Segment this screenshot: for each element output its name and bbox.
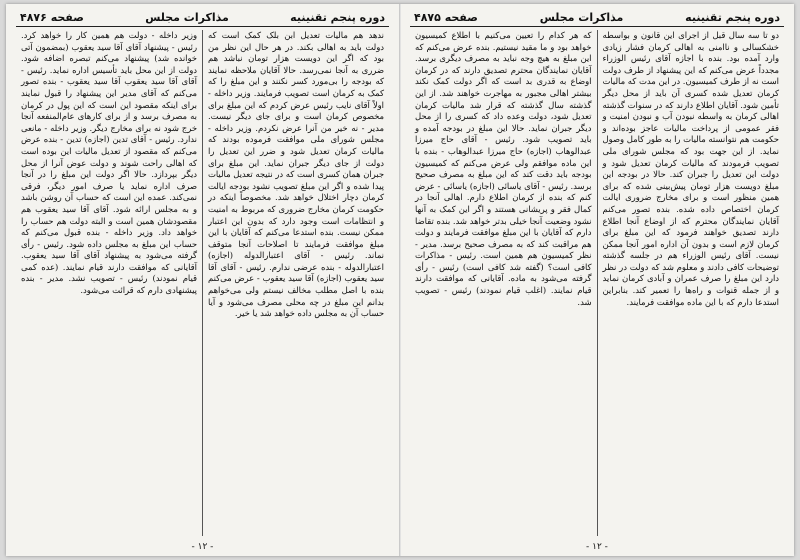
session-label: دوره پنجم تقنينيه bbox=[290, 10, 385, 24]
left-page-header bbox=[16, 10, 389, 27]
right-page-header bbox=[410, 10, 784, 27]
left-page bbox=[6, 4, 400, 556]
right-page bbox=[400, 4, 794, 556]
page-number: صفحه ۴۸۷۶ bbox=[20, 10, 84, 24]
column-text: دو تا سه سال قبل از اجرای این قانون و بواسطه خشکسالی و ناامنی به اهالی کرمان فشار زیادی وارد آمده بود. بنده با اجازه آقای رئیس الوزراء مجدداً عرض می‌کنم که این پیشنهاد از طرف دولت است نه از طرف کمیسیون. در این مدت که مالیات کرمان تعدیل شده کسری آن باید از محل دیگر تأمین شود. آقایان اطلاع دارند که در سنوات گذشته اهالی کرمان به واسطه نبودن آب و نبودن امنیت و فقر عمومی از پرداخت مالیات عاجز بوده‌اند و حکومت هم نتوانسته مالیات را به طور کامل وصول نماید. از این جهت بود که مجلس شورای ملی تصویب فرمودند که مالیات کرمان تعدیل شود و دولت این تعدیل را جبران کند. حالا در بودجه این مبلغ دویست هزار تومان پیش‌بینی شده که برای همین منظور است و برای مخارج ضروری ایالت کرمان اختصاص داده شده. بنده تصور می‌کنم آقایان نمایندگان محترم که از اوضاع آنجا اطلاع دارند تصدیق خواهند فرمود که این مبلغ برای کرمان لازم است و بدون آن اداره امور آنجا ممکن نیست. آقای رئیس الوزراء هم در جلسه گذشته توضیحات کافی دادند و معلوم شد که دولت در نظر دارد این مبلغ را صرف عمران و آبادی کرمان نماید و از جمله قنوات و راه‌ها را تعمیر کند. بنابراین استدعا دارم که با این ماده موافقت فرمایند. bbox=[602, 30, 779, 307]
text-column-right bbox=[203, 30, 389, 536]
book-title: مذاکرات مجلس bbox=[145, 10, 229, 24]
column-text: که هر کدام را تعیین می‌کنیم با اطلاع کمیسیون خواهد بود و ما مقید نیستیم. بنده عرض می‌کنم که این مبلغ به هیچ وجه نباید به مصرف دیگری برسد. آقایان نمایندگان محترم تصدیق دارند که در کرمان اوضاع به قدری بد است که اگر دولت کمک نکند بیشتر اهالی مجبور به مهاجرت خواهند شد. از این گذشته سال گذشته که قرار شد مالیات کرمان تعدیل شود، دولت وعده داد که کسری را از محل دیگر جبران نماید. حالا این مبلغ در بودجه آمده و باید تصویب شود. رئیس - آقای حاج میرزا عبدالوهاب (اجازه) حاج میرزا عبدالوهاب - بنده با این ماده موافقم ولی عرض می‌کنم که کمیسیون بودجه باید دقت کند که این مبلغ به مصرف صحیح برسد. رئیس - آقای یاسائی (اجازه) یاسائی - عرض کنم که بنده از کرمان اطلاع دارم. اهالی آنجا در کمال فقر و پریشانی هستند و اگر این کمک به آنها نشود وضعیت آنجا خیلی بدتر خواهد شد. بنده تقاضا دارم که آقایان با این مبلغ موافقت فرمایند و دولت هم مراقبت کند که به مصرف صحیح برسد. مدیر - نظر کمیسیون هم همین است. رئیس - مذاکرات کافی است؟ (گفته شد کافی است) رئیس - رأی گرفته می‌شود به ماده. آقایانی که موافقت دارند قیام نمایند. (اغلب قیام نمودند) رئیس - تصویب شد. bbox=[415, 30, 592, 307]
text-column-left bbox=[410, 30, 598, 536]
right-page-columns bbox=[410, 30, 784, 536]
text-column-left bbox=[16, 30, 203, 536]
text-column-right bbox=[598, 30, 785, 536]
session-label: دوره پنجم تقنينيه bbox=[685, 10, 780, 24]
right-page-footer: - ۱۲ - bbox=[586, 542, 608, 552]
column-text: ندهد هم مالیات تعدیل ابن بلک کمک است که دولت باید به اهالی بکند. در هر حال این نظر من بود که اگر این دویست هزار تومان نباشد هم ضرری به آنجا نمی‌رسد. حالا آقایان ملاحظه نمایند که بودجه را بی‌مورد کسر نکنند و این مبلغ را که کمک به کرمان است تصویب فرمایند. وزیر داخله - اولاً آقای نایب رئیس عرض کردم که این مبلغ برای مخصوص کرمان است و برای جای دیگر نیست. مدیر - نه خیر من آنرا عرض نکردم. وزیر داخله - مجلس شورای ملی موافقت فرموده بودند که مالیات کرمان تعدیل شود و ضرر این تعدیل را دولت از جای دیگر جبران نماید. این مبلغ برای جبران همان کسری است که در نتیجه تعدیل مالیات پیدا شده و اگر این مبلغ تصویب نشود بودجه ایالت کرمان دچار اختلال خواهد شد. مخصوصاً اینکه در حکومت کرمان مخارج ضروری که مربوط به امنیت و انتظامات است وجود دارد که بدون این اعتبار ممکن نیست. بنده استدعا می‌کنم که آقایان با این مبلغ موافقت فرمایند تا اصلاحات آنجا متوقف نماند. رئیس - آقای اعتبارالدوله (اجازه) اعتبارالدوله - بنده عرضی ندارم. رئیس - آقای آقا سید یعقوب (اجازه) آقا سید یعقوب - عرض می‌کنم بنده با اصل مطلب مخالف نیستم ولی می‌خواهم بدانم این مبلغ در چه محلی مصرف می‌شود و آیا حساب آن به مجلس داده خواهد شد یا خیر. bbox=[208, 30, 384, 319]
left-page-columns bbox=[16, 30, 389, 536]
document-spread bbox=[6, 4, 794, 556]
left-page-footer: - ۱۲ - bbox=[191, 542, 214, 552]
page-number: صفحه ۴۸۷۵ bbox=[414, 10, 478, 24]
column-text: وزیر داخله - دولت هم همین کار را خواهد کرد. رئیس - پیشنهاد آقای آقا سید یعقوب (بمضمون آتی خوانده شد) پیشنهاد می‌کنم تبصره اضافه شود. دولت از این محل باید تأسیس اداره نماید. رئیس - آقای آقا سید یعقوب آقا سید یعقوب - بنده تصور می‌کنم که آقای مدیر این پیشنهاد را قبول نمایند برای اینکه مقصود این است که این پول در کرمان به مصرف برسد و از برای کارهای عام‌المنفعه آنجا خرج شود نه برای مخارج دیگر. وزیر داخله - مانعی ندارد. رئیس - آقای تدین (اجازه) تدین - بنده عرض می‌کنم که مقصود از تعدیل مالیات این بوده است که اهالی راحت شوند و دولت عوض آنرا از محل دیگر بپردازد. حالا اگر دولت این مبلغ را در آنجا صرف اداره نماید یا صرف امور دیگر، فرقی نمی‌کند. عمده این است که حساب آن روشن باشد و به مجلس ارائه شود. آقای آقا سید یعقوب هم مقصودشان همین است و البته دولت هم حساب را خواهد داد. وزیر داخله - بنده قبول می‌کنم که حساب این مبلغ به مجلس داده شود. رئیس - رأی گرفته می‌شود به پیشنهاد آقای آقا سید یعقوب. آقایانی که موافقت دارند قیام نمایند. (عده کمی قیام نمودند) رئیس - تصویب نشد. مدیر - بنده پیشنهادی دارم که قرائت می‌شود. bbox=[21, 30, 197, 296]
book-title: مذاکرات مجلس bbox=[539, 10, 624, 24]
